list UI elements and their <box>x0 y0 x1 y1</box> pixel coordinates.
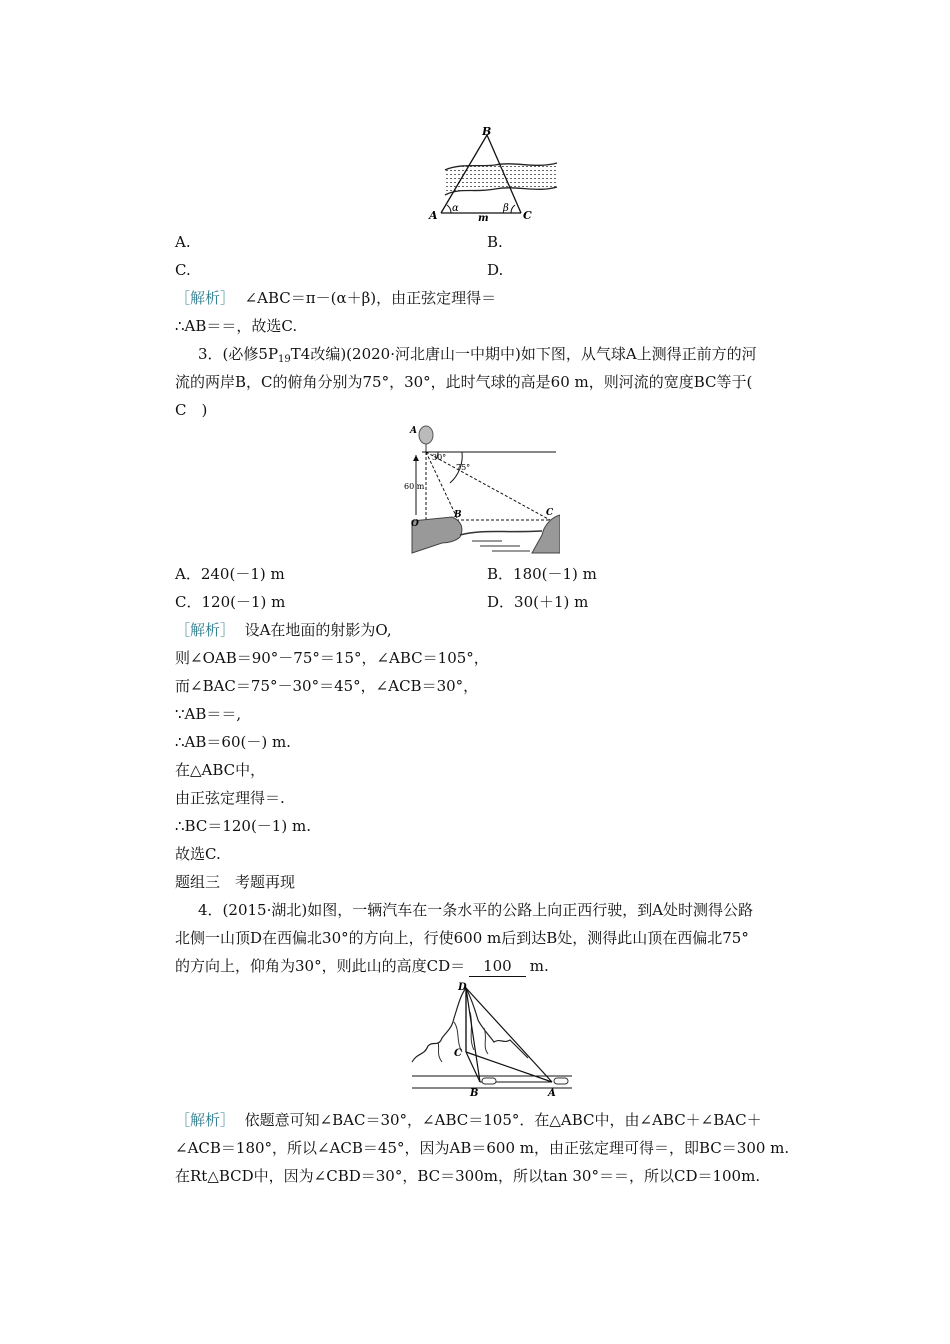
q4-analysis-line1 <box>175 1110 762 1130</box>
figure-mountain-road <box>408 982 574 1098</box>
fig1-label-c: C <box>523 209 532 222</box>
fig1-label-a: A <box>429 209 438 222</box>
fig2-label-a: A <box>410 426 417 436</box>
q3-analysis-line6: 在△ABC中， <box>175 761 266 779</box>
q2-analysis-line2: ∴AB＝＝，故选C. <box>175 317 298 335</box>
fig1-label-beta: β <box>503 203 509 214</box>
q3-option-a: A．240(－1) m <box>175 565 285 583</box>
q2-option-b: B. <box>487 233 503 251</box>
q3-analysis-line1 <box>175 620 392 640</box>
q3-stem-part2: T4改编)(2020·河北唐山一中期中)如下图，从气球A上测得正前方的河 <box>290 345 757 363</box>
q3-option-c: C．120(－1) m <box>175 593 286 611</box>
fig3-label-a: A <box>548 1088 556 1098</box>
q4-stem-post: m. <box>529 957 549 975</box>
analysis-tag: ［解析］ <box>175 621 236 639</box>
q3-stem-line1 <box>198 344 757 370</box>
fig1-label-alpha: α <box>452 203 459 214</box>
analysis-tag: ［解析］ <box>175 1111 236 1129</box>
q3-stem-sub: 19 <box>278 354 291 365</box>
fig1-label-m: m <box>478 213 489 224</box>
q2-option-d: D. <box>487 261 504 279</box>
fig2-label-75: 75° <box>456 463 471 472</box>
fig3-label-c: C <box>454 1048 462 1059</box>
fig2-label-b: B <box>454 510 462 520</box>
q3-stem-part1: 3．(必修5P <box>198 345 279 363</box>
q3-analysis-line3: 而∠BAC＝75°－30°＝45°，∠ACB＝30°， <box>175 677 479 695</box>
q4-analysis-line2: ∠ACB＝180°，所以∠ACB＝45°，因为AB＝600 m，由正弦定理可得＝，即BC＝300 m. <box>175 1139 790 1157</box>
q4-answer-blank: 100 <box>469 956 526 977</box>
analysis-tag: ［解析］ <box>175 289 236 307</box>
q2-analysis-text1: ∠ABC＝π－(α＋β)，由正弦定理得＝ <box>244 289 497 307</box>
q3-analysis-line5: ∴AB＝60(－) m. <box>175 733 291 751</box>
q4-stem-pre: 的方向上，仰角为30°，则此山的高度CD＝ <box>175 957 466 975</box>
q3-analysis-text0: 设A在地面的射影为O, <box>244 621 392 639</box>
fig1-label-b: B <box>482 125 492 138</box>
fig3-label-b: B <box>470 1088 479 1098</box>
q3-analysis-line9: 故选C. <box>175 845 221 863</box>
fig2-label-o: O <box>411 519 419 529</box>
q3-option-b: B．180(－1) m <box>487 565 597 583</box>
q4-analysis-line3: 在Rt△BCD中，因为∠CBD＝30°，BC＝300m，所以tan 30°＝＝，所以CD＝100m. <box>175 1167 761 1185</box>
q2-option-a: A. <box>175 233 191 251</box>
section-title: 题组三 考题再现 <box>175 873 296 891</box>
figure-balloon-river <box>402 425 560 555</box>
q3-analysis-line2: 则∠OAB＝90°－75°＝15°，∠ABC＝105°， <box>175 649 489 667</box>
q3-stem-line2: 流的两岸B，C的俯角分别为75°，30°，此时气球的高是60 m，则河流的宽度BC等于( <box>175 373 753 391</box>
q3-analysis-line7: 由正弦定理得＝. <box>175 789 285 807</box>
fig2-label-30: 30° <box>432 453 447 462</box>
q4-stem-line1: 4．(2015·湖北)如图，一辆汽车在一条水平的公路上向正西行驶，到A处时测得公路 <box>198 901 754 919</box>
q4-stem-line2: 北侧一山顶D在西偏北30°的方向上，行使600 m后到达B处，测得此山顶在西偏北75° <box>175 929 749 947</box>
fig2-label-c: C <box>546 508 554 518</box>
q3-option-d: D．30(＋1) m <box>487 593 589 611</box>
figure-river-triangle <box>425 125 565 225</box>
q3-analysis-line4: ∵AB＝＝, <box>175 705 242 723</box>
q3-analysis-line8: ∴BC＝120(－1) m. <box>175 817 311 835</box>
q2-analysis-line1 <box>175 288 496 308</box>
fig2-label-height: 60 m <box>404 482 425 491</box>
q4-stem-line3 <box>175 956 549 977</box>
fig3-label-d: D <box>458 982 467 993</box>
q3-stem-line3: C ) <box>175 401 208 419</box>
q2-option-c: C. <box>175 261 191 279</box>
q4-analysis-text1: 依题意可知∠BAC＝30°，∠ABC＝105°．在△ABC中，由∠ABC＋∠BAC＋ <box>244 1111 762 1129</box>
